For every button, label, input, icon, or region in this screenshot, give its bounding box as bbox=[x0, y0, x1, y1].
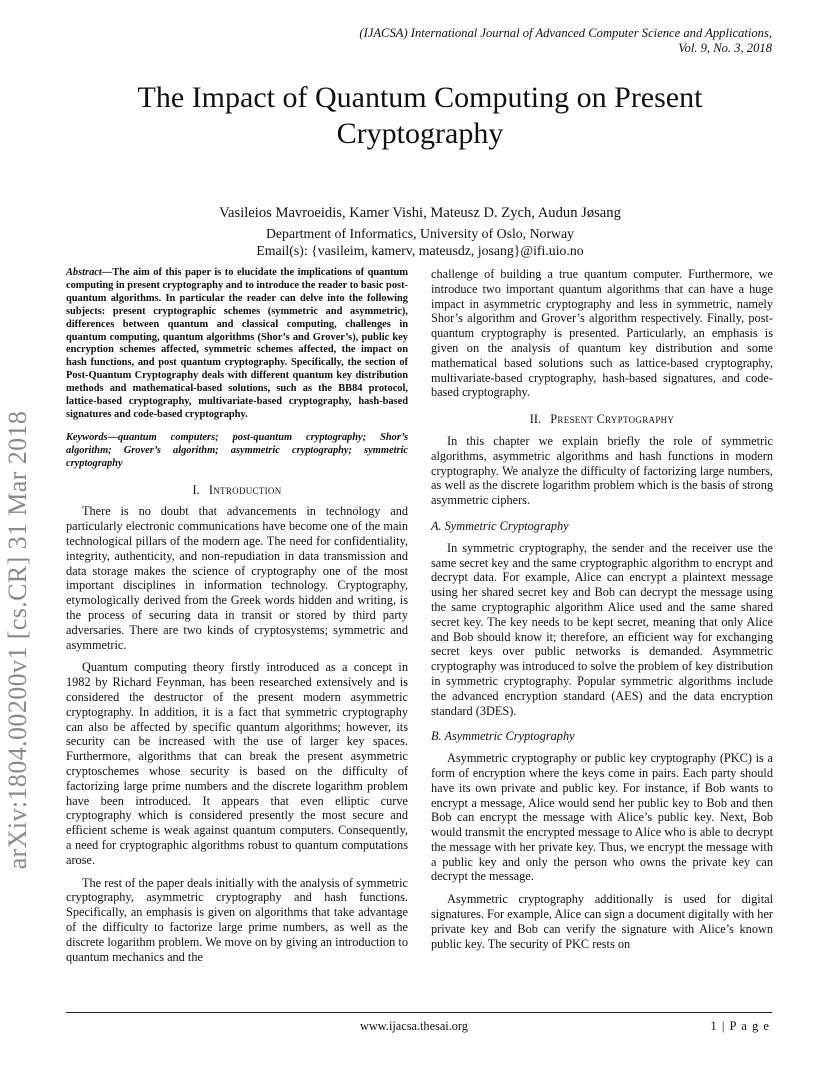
section-title: Introduction bbox=[208, 482, 282, 497]
section-title: Present Cryptography bbox=[550, 412, 675, 427]
subsection-heading-asymmetric: B. Asymmetric Cryptography bbox=[431, 729, 575, 744]
author-block bbox=[60, 205, 780, 260]
paragraph: In this chapter we explain briefly the role of symmetric algorithms, asymmetric algorithms and hash functions in modern cryptography. We analyze the difficulty of factorizing large numbers, as well as the discrete logarithm problem which is the basis of strong asymmetric ciphers. bbox=[431, 433, 773, 508]
abstract-label: Abstract bbox=[66, 267, 102, 278]
title-line-1: The Impact of Quantum Computing on Present bbox=[137, 81, 703, 114]
page-number: 1 | P a g e bbox=[710, 1019, 770, 1033]
footer-rule bbox=[66, 1012, 772, 1013]
author-names: Vasileios Mavroeidis, Kamer Vishi, Mateusz D. Zych, Audun Jøsang bbox=[219, 205, 621, 221]
author-emails: Email(s): {vasileim, kamerv, mateusdz, josang}@ifi.uio.no bbox=[256, 243, 584, 258]
arxiv-stamp: arXiv:1804.00200v1 [cs.CR] 31 Mar 2018 bbox=[3, 410, 32, 870]
paragraph: Asymmetric cryptography or public key cryptography (PKC) is a form of encryption where the keys come in pairs. Each party should have its own private and public key. For instance, if Bob wants to encrypt a message, Alice would send her public key to Bob and then Bob can encrypt the message with Alice’s public key. Next, Bob would transmit the encrypted message to Alice who is able to decrypt the message with her private key. Thus, we encrypt the message with a public key and only the person who owns the private key can decrypt the message. bbox=[431, 751, 773, 884]
journal-header bbox=[359, 26, 772, 56]
left-column bbox=[66, 267, 408, 964]
subsection-heading-symmetric: A. Symmetric Cryptography bbox=[431, 518, 569, 533]
paragraph: The rest of the paper deals initially with the analysis of symmetric cryptography, asymmetric cryptography and hash functions. Specifically, an emphasis is given on algorithms that take advantage of the difficulty to factorize large prime numbers, as well as the discrete logarithm problem. We move on by giving an introduction to quantum mechanics and the bbox=[66, 875, 408, 964]
abstract-text: —The aim of this paper is to elucidate the implications of quantum computing in present cryptography and to introduce the reader to basic post-quantum algorithms. In particular the reader can delve into the following subjects: present cryptographic schemes (symmetric and asymmetric), differences between quantum and classical computing, challenges in quantum computing, quantum algorithms (Shor’s and Grover’s), public key encryption schemes affected, symmetric schemes affected, the impact on hash functions, and post quantum cryptography. Specifically, the section of Post-Quantum Cryptography deals with different quantum key distribution methods and mathematical-based solutions, such as the BB84 protocol, lattice-based cryptography, multivariate-based cryptography, hash-based signatures and code-based cryptography. bbox=[66, 267, 408, 420]
paragraph: Quantum computing theory firstly introduced as a concept in 1982 by Richard Feynman, has been researched extensively and is considered the destructor of the present modern asymmetric cryptography. In addition, it is a fact that symmetric cryptography can also be affected by specific quantum algorithms; however, its security can be increased with the use of larger key spaces. Furthermore, algorithms that can break the present asymmetric cryptoschemes whose security is based on the difficulty of factorizing large prime numbers and the discrete logarithm problem have been introduced. It appears that even elliptic curve cryptography which is considered presently the most secure and efficient scheme is weak against quantum computers. Consequently, a need for cryptographic algorithms robust to quantum computations arose. bbox=[66, 660, 408, 867]
paragraph-continued: challenge of building a true quantum computer. Furthermore, we introduce two important quantum algorithms that can have a huge impact in asymmetric cryptography and less in symmetric, namely Shor’s algorithm and Grover’s algorithm respectively. Finally, post-quantum cryptography is presented. Particularly, an emphasis is given on the analysis of quantum key distribution and some mathematical based solutions such as lattice-based cryptography, multivariate-based cryptography, hash-based signatures, and code-based cryptography. bbox=[431, 267, 773, 400]
right-column bbox=[431, 267, 773, 951]
keywords-text: —quantum computers; post-quantum cryptography; Shor’s algorithm; Grover’s algorithm; asymmetric cryptography; symmetric cryptography bbox=[66, 431, 408, 469]
affiliation: Department of Informatics, University of Oslo, Norway bbox=[265, 225, 575, 241]
section-number: I. bbox=[192, 482, 200, 497]
paragraph: There is no doubt that advancements in technology and particularly electronic communications have become one of the main technological pillars of the modern age. The need for confidentiality, integrity, authenticity, and non-repudiation in data transmission and data storage makes the science of cryptography one of the most important disciplines in information technology. Cryptography, etymologically derived from the Greek words hidden and writing, is the process of securing data in transit or stored by third party adversaries. There are two kinds of cryptosystems; symmetric and asymmetric. bbox=[66, 504, 408, 652]
abstract bbox=[66, 267, 408, 422]
section-heading-present-cryptography bbox=[431, 412, 773, 427]
footer-url: www.ijacsa.thesai.org bbox=[360, 1019, 468, 1033]
paper-title bbox=[60, 80, 780, 152]
journal-volume: Vol. 9, No. 3, 2018 bbox=[678, 41, 772, 55]
paragraph: Asymmetric cryptography additionally is used for digital signatures. For example, Alice can sign a document digitally with her private key and Bob can verify the signature with Alice’s known public key. The security of PKC rests on bbox=[431, 892, 773, 951]
section-number: II. bbox=[529, 412, 542, 427]
keywords-label: Keywords bbox=[66, 431, 108, 443]
title-line-2: Cryptography bbox=[336, 117, 504, 150]
keywords bbox=[66, 432, 408, 471]
journal-name: (IJACSA) International Journal of Advanced Computer Science and Applications, bbox=[359, 26, 772, 40]
section-heading-introduction bbox=[66, 483, 408, 498]
paragraph: In symmetric cryptography, the sender and the receiver use the same secret key and the same cryptographic algorithm to encrypt and decrypt data. For example, Alice can encrypt a plaintext message using her shared secret key and Bob can decrypt the message using the same cryptographic algorithm Alice used and the same shared secret key. The key needs to be kept secret, meaning that only Alice and Bob should know it; therefore, an efficient way for exchanging secret keys over public networks is demanded. Asymmetric cryptography was introduced to solve the problem of key distribution in symmetric cryptography. Popular symmetric algorithms include the advanced encryption standard (AES) and the data encryption standard (3DES). bbox=[431, 540, 773, 718]
